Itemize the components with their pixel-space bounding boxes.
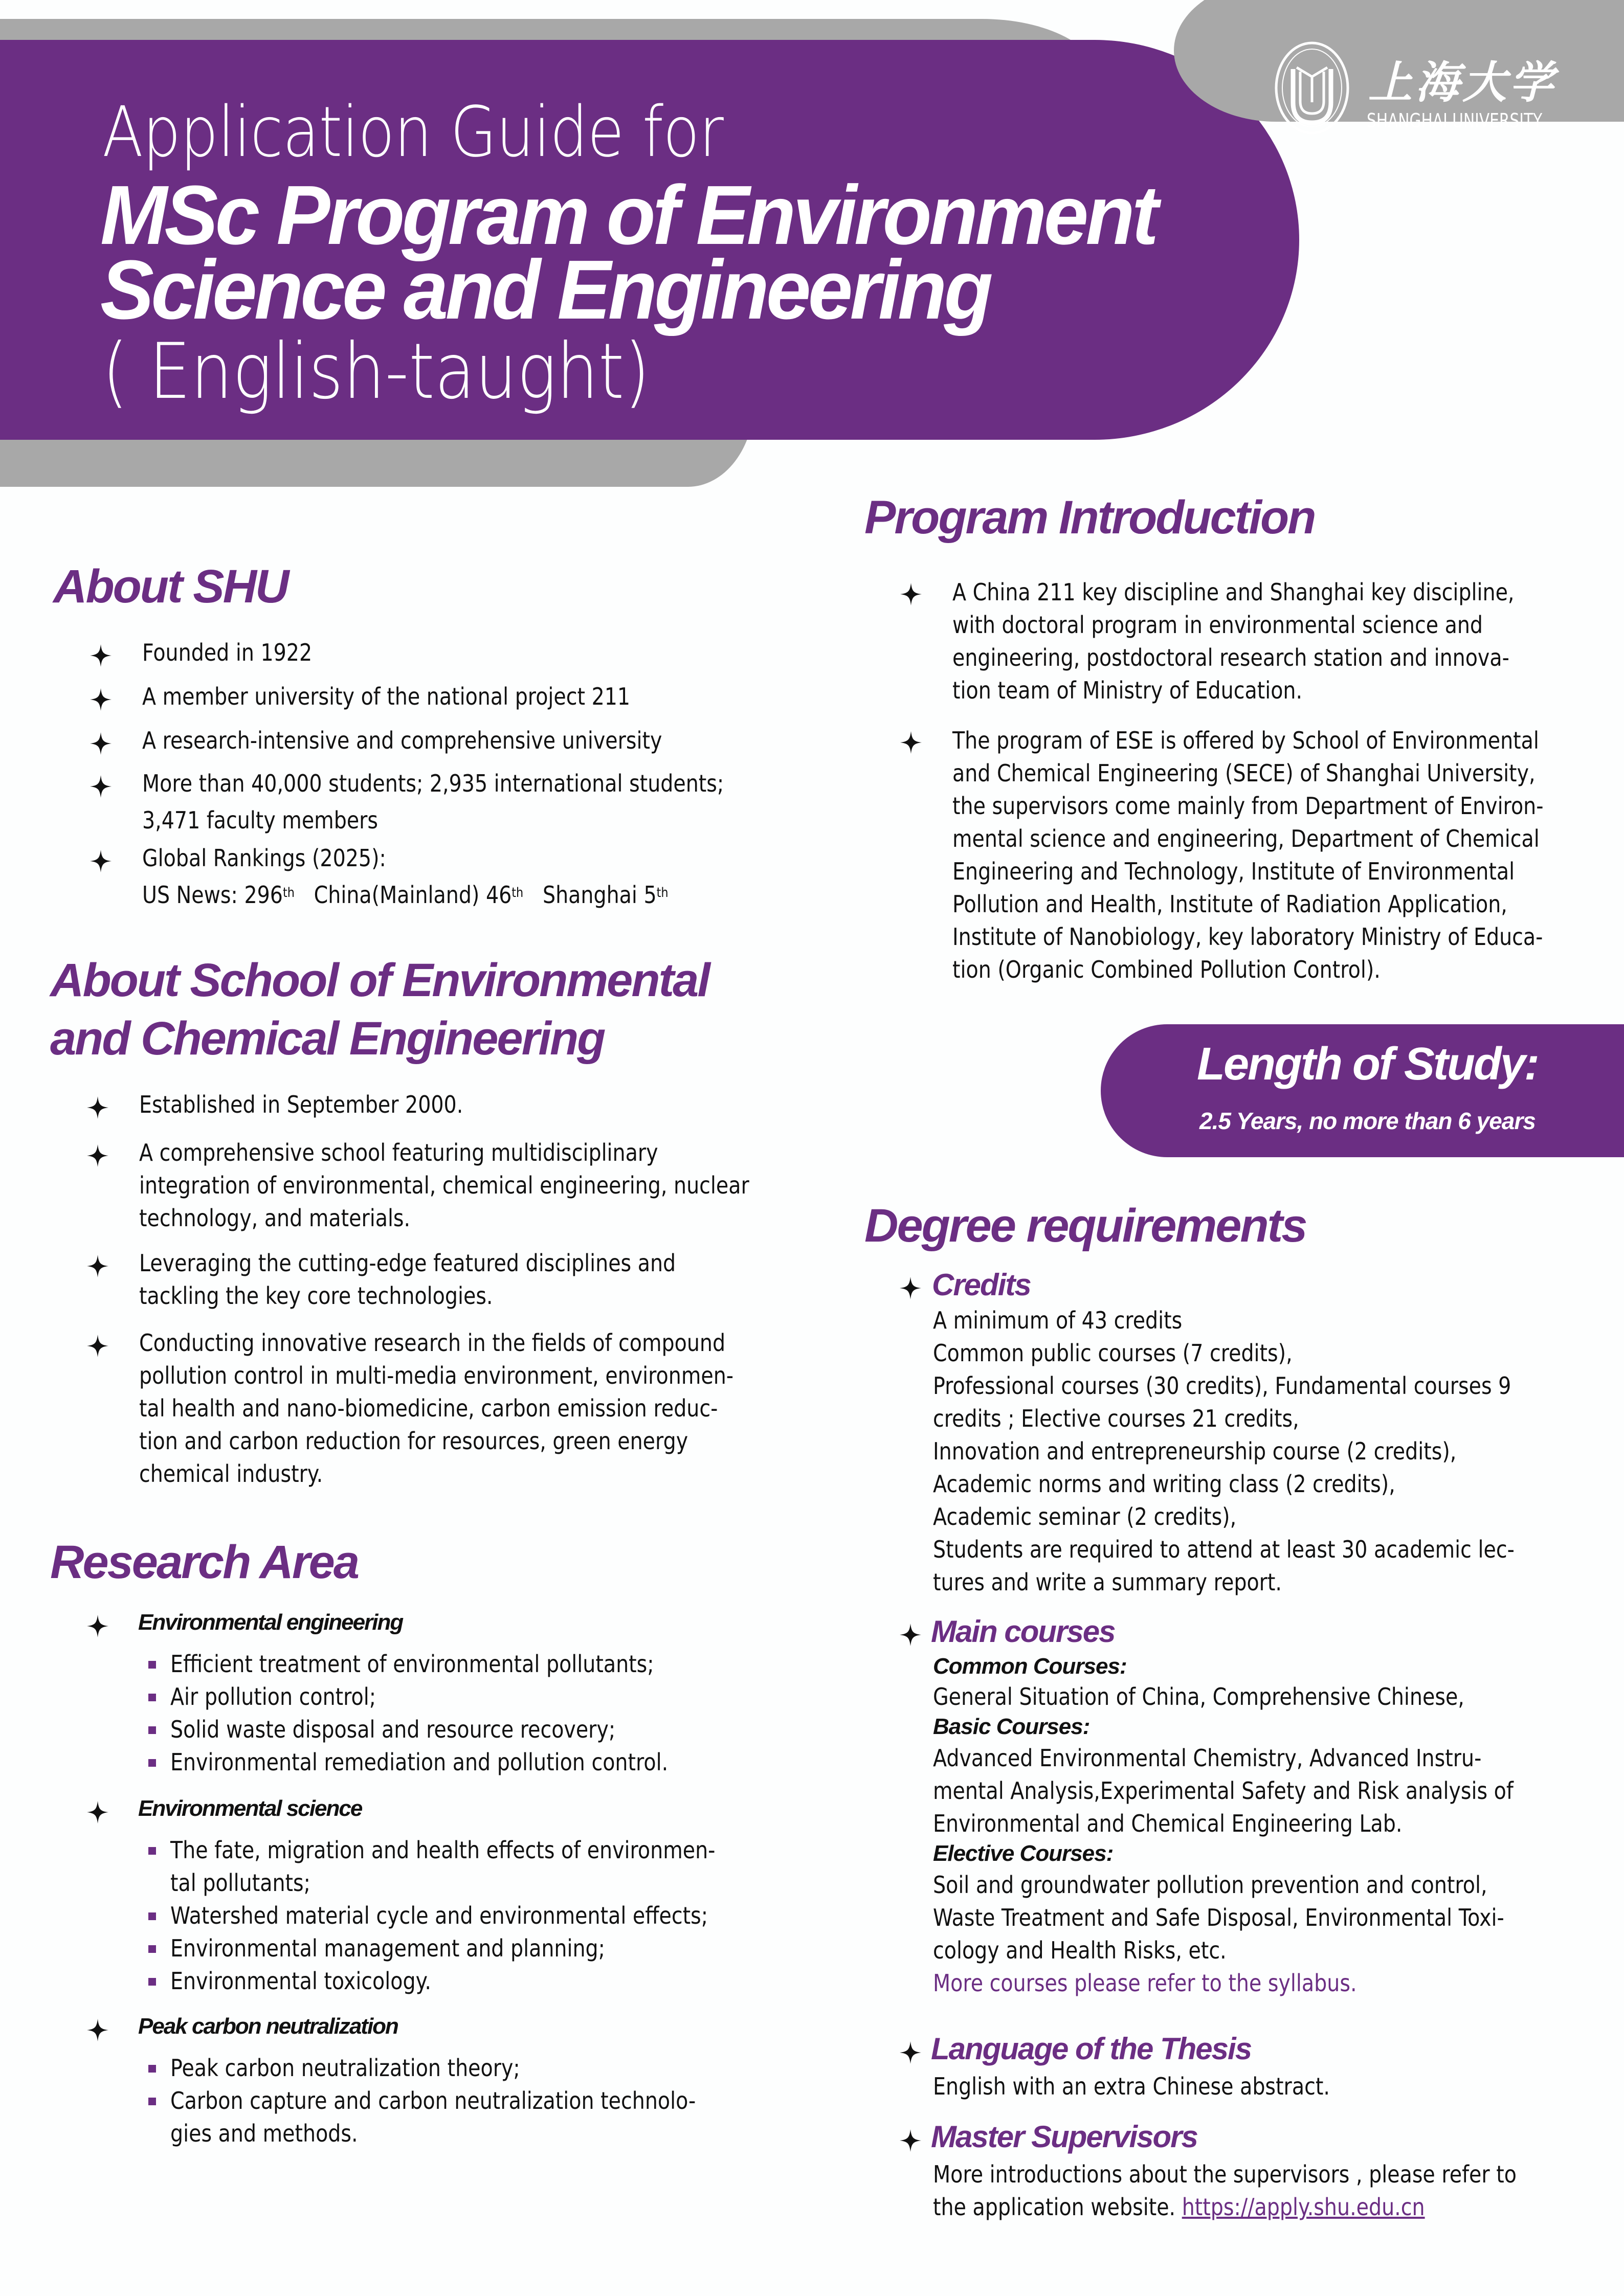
research-item-line: The fate, migration and health effects of environmen- <box>170 1836 716 1864</box>
ranking-ordinal-suffix: th <box>511 885 524 901</box>
about-school-item-line: Leveraging the cutting-edge featured disciplines and <box>139 1249 676 1277</box>
about-school-item-line: tackling the key core technologies. <box>139 1282 493 1310</box>
elective-courses-label: Elective Courses: <box>933 1841 1114 1866</box>
supervisors-text: More introductions about the supervisors , please refer to <box>933 2160 1517 2188</box>
star-bullet-icon <box>87 1335 108 1357</box>
research-group-title: Peak carbon neutralization <box>138 2014 398 2039</box>
star-bullet-icon <box>90 775 112 798</box>
research-item-line: tal pollutants; <box>170 1869 310 1897</box>
star-bullet-icon <box>87 1615 108 1637</box>
credits-line: credits ; Elective courses 21 credits, <box>933 1405 1299 1432</box>
basic-courses-label: Basic Courses: <box>933 1714 1090 1739</box>
credits-line: Academic norms and writing class (2 credits), <box>933 1470 1395 1498</box>
research-item-line: gies and methods. <box>170 2120 358 2147</box>
credits-line: Professional courses (30 credits), Fundamental courses 9 <box>933 1372 1511 1400</box>
about-school-item-line: technology, and materials. <box>139 1204 411 1232</box>
about-school-heading-line-2: and Chemical Engineering <box>50 1012 605 1065</box>
star-bullet-icon <box>87 2019 108 2041</box>
about-school-item-line: Conducting innovative research in the fields of compound <box>139 1329 726 1357</box>
about-shu-item: A research-intensive and comprehensive university <box>142 727 662 754</box>
basic-courses-line: Environmental and Chemical Engineering Lab. <box>933 1810 1403 1837</box>
about-shu-item: More than 40,000 students; 2,935 international students; <box>142 770 724 797</box>
research-item-line: Peak carbon neutralization theory; <box>170 2054 520 2082</box>
main-courses-heading: Main courses <box>931 1614 1115 1649</box>
common-courses-label: Common Courses: <box>933 1654 1127 1679</box>
square-bullet-icon <box>148 1661 156 1669</box>
star-bullet-icon <box>90 688 112 711</box>
ranking-ordinal-suffix: th <box>282 885 295 901</box>
credits-line: Innovation and entrepreneurship course (2 credits), <box>933 1437 1457 1465</box>
elective-courses-line: Waste Treatment and Safe Disposal, Environmental Toxi- <box>933 1904 1504 1931</box>
header-language-note: ( English-taught) <box>102 327 650 416</box>
about-shu-item: Founded in 1922 <box>142 639 313 666</box>
application-website-link[interactable]: https://apply.shu.edu.cn <box>1182 2193 1425 2221</box>
about-school-item-line: integration of environmental, chemical engineering, nuclear <box>139 1172 749 1199</box>
star-bullet-icon <box>900 2041 921 2064</box>
about-school-item-line: pollution control in multi-media environment, environmen- <box>139 1362 734 1389</box>
header-subtitle: Application Guide for <box>102 92 724 173</box>
square-bullet-icon <box>148 1978 156 1986</box>
basic-courses-line: Advanced Environmental Chemistry, Advanced Instru- <box>933 1744 1482 1772</box>
credits-line: Academic seminar (2 credits), <box>933 1503 1237 1530</box>
credits-line: Students are required to attend at least 30 academic lec- <box>933 1536 1515 1563</box>
program-intro-line: Engineering and Technology, Institute of Environmental <box>952 858 1515 885</box>
length-of-study-title: Length of Study: <box>1197 1039 1538 1090</box>
star-bullet-icon <box>87 1801 108 1824</box>
square-bullet-icon <box>148 2065 156 2073</box>
about-school-heading-line-1: About School of Environmental <box>50 954 709 1006</box>
credits-line: Common public courses (7 credits), <box>933 1339 1293 1367</box>
about-shu-heading: About SHU <box>53 560 288 613</box>
research-item-line: Environmental management and planning; <box>170 1934 605 1962</box>
length-of-study-value: 2.5 Years, no more than 6 years <box>1199 1108 1536 1134</box>
about-school-heading <box>50 951 709 1068</box>
research-item-line: Efficient treatment of environmental pollutants; <box>170 1650 654 1678</box>
square-bullet-icon <box>148 1847 156 1855</box>
about-school-item-line: tal health and nano-biomedicine, carbon emission reduc- <box>139 1394 718 1422</box>
page-title-line-2: Science and Engineering <box>100 243 990 336</box>
degree-requirements-heading: Degree requirements <box>864 1200 1306 1252</box>
square-bullet-icon <box>148 1759 156 1767</box>
credits-line: A minimum of 43 credits <box>933 1307 1183 1334</box>
about-school-item-line: chemical industry. <box>139 1460 323 1488</box>
star-bullet-icon <box>900 2129 921 2152</box>
research-item-line: Environmental remediation and pollution control. <box>170 1748 669 1776</box>
star-bullet-icon <box>900 583 922 605</box>
thesis-language-heading: Language of the Thesis <box>931 2032 1252 2066</box>
research-group-title: Environmental engineering <box>138 1610 403 1635</box>
program-intro-line: the supervisors come mainly from Department of Environ- <box>952 792 1544 820</box>
research-item-line: Environmental toxicology. <box>170 1967 431 1995</box>
about-school-item-line: A comprehensive school featuring multidisciplinary <box>139 1139 658 1166</box>
program-intro-line: A China 211 key discipline and Shanghai key discipline, <box>952 578 1515 606</box>
credits-line: tures and write a summary report. <box>933 1568 1282 1596</box>
ranking-us_news: US News: 296 <box>142 881 283 909</box>
about-shu-item: 3,471 faculty members <box>142 806 379 834</box>
about-school-item-line: tion and carbon reduction for resources, green energy <box>139 1427 688 1455</box>
supervisors-website-prefix: the application website. <box>933 2193 1182 2221</box>
star-bullet-icon <box>87 1255 108 1277</box>
logo-chinese-name: 上海大学 <box>1368 57 1556 108</box>
ranking-ordinal-suffix: th <box>656 885 669 901</box>
spacer <box>295 881 314 909</box>
university-seal-icon <box>1274 41 1350 136</box>
program-intro-line: Pollution and Health, Institute of Radiation Application, <box>952 890 1507 918</box>
about-shu-item: A member university of the national project 211 <box>142 683 631 710</box>
about-shu-item: Global Rankings (2025): <box>142 844 386 872</box>
star-bullet-icon <box>87 1144 108 1167</box>
square-bullet-icon <box>148 1694 156 1701</box>
program-intro-line: with doctoral program in environmental science and <box>952 611 1483 639</box>
program-intro-line: tion (Organic Combined Pollution Control). <box>952 956 1381 983</box>
research-item-line: Carbon capture and carbon neutralization technolo- <box>170 2087 696 2114</box>
star-bullet-icon <box>90 732 112 755</box>
supervisors-heading: Master Supervisors <box>931 2120 1197 2154</box>
elective-courses-line: cology and Health Risks, etc. <box>933 1937 1227 1964</box>
common-courses-line: General Situation of China, Comprehensive Chinese, <box>933 1683 1464 1710</box>
research-item-line: Air pollution control; <box>170 1683 376 1710</box>
program-intro-line: engineering, postdoctoral research station and innova- <box>952 644 1509 671</box>
program-intro-line: mental science and engineering, Department of Chemical <box>952 825 1540 852</box>
star-bullet-icon <box>90 644 112 667</box>
square-bullet-icon <box>148 1726 156 1734</box>
star-bullet-icon <box>900 731 922 754</box>
research-area-heading: Research Area <box>50 1536 358 1588</box>
logo-english-name: SHANGHAI UNIVERSITY <box>1367 109 1543 132</box>
research-group-title: Environmental science <box>138 1796 362 1821</box>
page-title <box>100 168 1156 336</box>
ranking-shanghai: Shanghai 5 <box>542 881 657 909</box>
program-intro-line: The program of ESE is offered by School of Environmental <box>952 727 1539 754</box>
star-bullet-icon <box>900 1277 921 1299</box>
research-item-line: Watershed material cycle and environmental effects; <box>170 1902 708 1929</box>
program-intro-heading: Program Introduction <box>864 491 1315 544</box>
program-intro-line: and Chemical Engineering (SECE) of Shanghai University, <box>952 759 1536 787</box>
research-item-line: Solid waste disposal and resource recovery; <box>170 1716 616 1743</box>
square-bullet-icon <box>148 1945 156 1953</box>
supervisors-website-line <box>933 2191 1425 2223</box>
syllabus-note: More courses please refer to the syllabus. <box>933 1969 1357 1997</box>
square-bullet-icon <box>148 2098 156 2105</box>
page-title-line-1: MSc Program of Environment <box>100 168 1156 262</box>
star-bullet-icon <box>900 1624 921 1646</box>
rankings-line <box>142 879 669 911</box>
program-intro-line: Institute of Nanobiology, key laboratory Ministry of Educa- <box>952 923 1543 951</box>
ranking-china: China(Mainland) 46 <box>314 881 512 909</box>
thesis-language-text: English with an extra Chinese abstract. <box>933 2073 1330 2100</box>
about-school-item-line: Established in September 2000. <box>139 1091 463 1118</box>
program-intro-line: tion team of Ministry of Education. <box>952 677 1303 704</box>
square-bullet-icon <box>148 1912 156 1920</box>
spacer <box>523 881 543 909</box>
basic-courses-line: mental Analysis,Experimental Safety and Risk analysis of <box>933 1777 1514 1805</box>
credits-heading: Credits <box>932 1268 1031 1302</box>
star-bullet-icon <box>87 1096 108 1119</box>
star-bullet-icon <box>90 850 112 872</box>
elective-courses-line: Soil and groundwater pollution prevention and control, <box>933 1871 1487 1899</box>
